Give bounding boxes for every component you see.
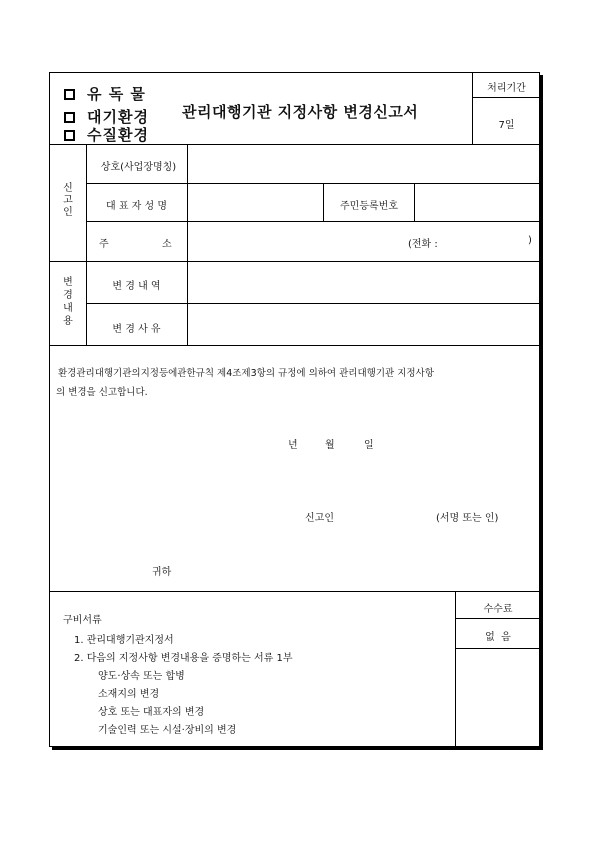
document-item: 2. 다음의 지정사항 변경내용을 증명하는 서류 1부 — [74, 653, 293, 664]
phone-close: ) — [528, 235, 532, 246]
fee-label: 수수료 — [483, 604, 513, 615]
option-label: 유 독 물 — [87, 85, 146, 103]
reason-field[interactable] — [190, 306, 538, 343]
reporter-section-label: 신 고 인 — [63, 183, 73, 218]
document-subitem: 기술인력 또는 시설·장비의 변경 — [98, 725, 237, 736]
phone-label: (전화 : — [408, 239, 438, 250]
option-air[interactable] — [64, 106, 149, 124]
resident-no-field[interactable] — [417, 186, 538, 219]
document-subitem: 소재지의 변경 — [98, 689, 160, 700]
checkbox-icon[interactable] — [64, 89, 75, 100]
reason-label: 변 경 사 유 — [112, 324, 161, 335]
option-label: 대기환경 — [87, 108, 149, 126]
document-item: 1. 관리대행기관지정서 — [74, 635, 174, 646]
sign-note: (서명 또는 인) — [436, 513, 499, 524]
date-year: 년 — [288, 440, 298, 451]
option-list — [64, 83, 149, 144]
company-label: 상호(사업장명칭) — [100, 162, 177, 173]
date-month: 월 — [325, 440, 335, 451]
checkbox-icon[interactable] — [64, 130, 75, 141]
option-toxic[interactable] — [64, 83, 149, 106]
address-field[interactable] — [190, 224, 400, 259]
change-section-label: 변 경 내 용 — [63, 277, 73, 327]
statement-line-1: 환경관리대행기관의지정등에관한규칙 제4조제3항의 규정에 의하여 관리대행기관 지정사항 — [58, 368, 434, 379]
address-label-1: 주 — [99, 239, 109, 250]
address-label-2: 소 — [162, 239, 172, 250]
date-day: 일 — [364, 440, 374, 451]
option-water[interactable] — [64, 124, 149, 144]
option-label: 수질환경 — [87, 126, 149, 144]
report-form — [49, 72, 540, 747]
signature-area[interactable] — [342, 503, 432, 523]
period-value: 7일 — [498, 120, 515, 131]
signer-label: 신고인 — [305, 513, 334, 524]
period-label: 처리기간 — [487, 83, 526, 94]
resident-no-label: 주민등록번호 — [340, 201, 398, 212]
document-subitem: 상호 또는 대표자의 변경 — [98, 707, 205, 718]
addressee: 귀하 — [152, 567, 172, 578]
rep-name-label: 대 표 자 성 명 — [105, 201, 167, 212]
documents-title: 구비서류 — [63, 615, 102, 626]
form-title: 관리대행기관 지정사항 변경신고서 — [182, 103, 419, 121]
rep-name-field[interactable] — [190, 186, 320, 219]
company-field[interactable] — [190, 147, 538, 181]
details-field[interactable] — [190, 264, 538, 301]
statement-line-2: 의 변경을 신고합니다. — [56, 387, 148, 398]
document-subitem: 양도·상속 또는 합병 — [98, 671, 185, 682]
details-label: 변 경 내 역 — [112, 281, 161, 292]
fee-value: 없 음 — [485, 632, 511, 643]
checkbox-icon[interactable] — [64, 112, 75, 123]
